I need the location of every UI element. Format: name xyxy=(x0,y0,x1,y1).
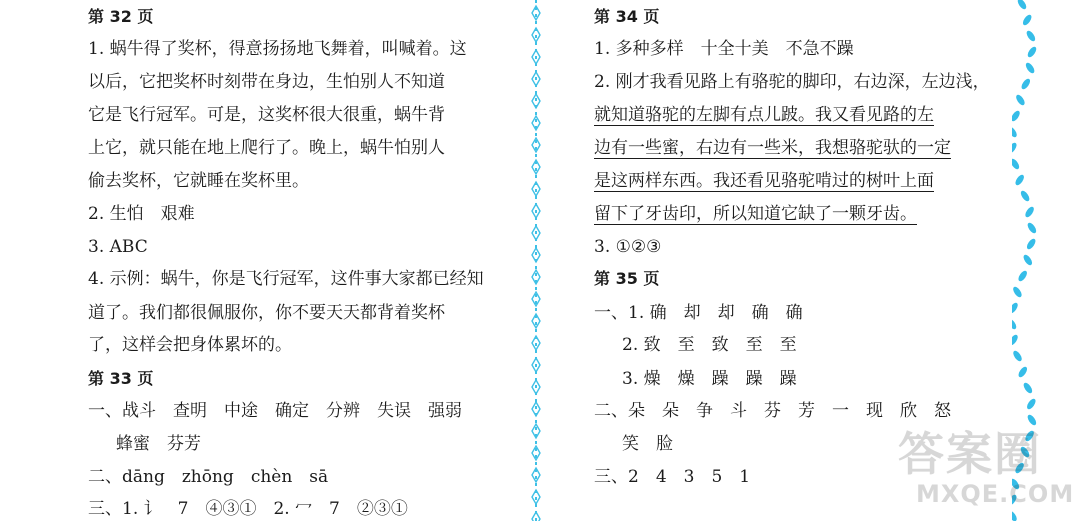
edge-leaf xyxy=(1021,13,1033,26)
edge-leaf xyxy=(1012,301,1019,314)
edge-leaf xyxy=(1012,349,1023,362)
edge-leaf xyxy=(1012,157,1021,170)
p35-section-2-line1: 二、朵 朵 争 斗 芬 芳 一 现 欣 怒 xyxy=(594,401,951,421)
p33-section-1-line2: 蜂蜜 芬芳 xyxy=(116,434,201,454)
edge-leaf xyxy=(1024,61,1036,74)
edge-leaf xyxy=(1012,317,1018,330)
p32-answer-4-line1: 4. 示例：蜗牛，你是飞行冠军，这件事大家都已经知 xyxy=(88,269,484,289)
edge-leaf xyxy=(1022,253,1034,266)
edge-leaf xyxy=(1025,29,1037,42)
edge-leaf xyxy=(1012,109,1021,122)
watermark-line-1: 答案圈 xyxy=(898,427,1042,481)
p32-answer-2: 2. 生怕 艰难 xyxy=(88,204,195,224)
p33-section-2: 二、dāng zhōng chèn sā xyxy=(88,467,329,487)
p35-section-1-line1: 一、1. 确 却 却 确 确 xyxy=(594,303,803,323)
p33-section-3: 三、1. 讠 7 ④③① 2. 冖 7 ②③① xyxy=(88,499,408,519)
edge-leaf xyxy=(1012,141,1018,154)
p34-answer-1: 1. 多种多样 十全十美 不急不躁 xyxy=(594,39,854,59)
p34-answer-2-line3: 边有一些蜜，右边有一些米，我想骆驼驮的一定 xyxy=(594,138,951,158)
watermark-logo xyxy=(880,418,1075,518)
page-35-heading: 第 35 页 xyxy=(594,269,660,288)
edge-leaf xyxy=(1016,0,1028,11)
p32-answer-1-line5: 偷去奖杯，它就睡在奖杯里。 xyxy=(88,171,309,191)
edge-leaf xyxy=(1020,77,1032,90)
column-divider xyxy=(528,0,544,521)
edge-leaf xyxy=(1026,221,1038,234)
p34-answer-2-line4: 是这两样东西。我还看见骆驼啃过的树叶上面 xyxy=(594,171,934,191)
p35-section-1-line2: 2. 致 至 致 至 至 xyxy=(622,335,797,355)
p34-answer-2-line5: 留下了牙齿印，所以知道它缺了一颗牙齿。 xyxy=(594,204,917,224)
edge-leaf xyxy=(1024,205,1036,218)
p35-section-1-line3: 3. 燥 燥 躁 躁 躁 xyxy=(622,369,797,389)
p35-section-2-line2: 笑 脸 xyxy=(622,434,673,454)
p32-answer-1-line3: 它是飞行冠军。可是，这奖杯很大很重，蜗牛背 xyxy=(88,105,445,125)
page-33-heading: 第 33 页 xyxy=(88,369,154,388)
p32-answer-1-line1: 1. 蜗牛得了奖杯，得意扬扬地飞舞着，叫喊着。这 xyxy=(88,39,467,59)
watermark-line-2: MXQE.COM xyxy=(916,480,1075,508)
edge-leaf xyxy=(1017,269,1029,282)
p34-answer-2-line2: 就知道骆驼的左脚有点儿跛。我又看见路的左 xyxy=(594,105,934,125)
page-32-heading: 第 32 页 xyxy=(88,7,154,26)
edge-leaf xyxy=(1015,93,1027,106)
edge-leaf xyxy=(1025,237,1037,250)
p34-answer-2-line1: 2. 刚才我看见路上有骆驼的脚印，右边深，左边浅， xyxy=(594,72,990,92)
edge-leaf xyxy=(1017,365,1029,378)
edge-leaf xyxy=(1014,173,1026,186)
p32-answer-4-line3: 了，这样会把身体累坏的。 xyxy=(88,335,292,355)
p34-answer-3: 3. ①②③ xyxy=(594,237,662,257)
edge-leaf xyxy=(1012,333,1019,346)
p32-answer-1-line4: 上它，就只能在地上爬行了。晚上，蜗牛怕别人 xyxy=(88,138,445,158)
p35-section-3: 三、2 4 3 5 1 xyxy=(594,467,751,487)
p33-section-1-line1: 一、战斗 查明 中途 确定 分辨 失误 强弱 xyxy=(88,401,462,421)
edge-leaf xyxy=(1022,381,1034,394)
page-34-heading: 第 34 页 xyxy=(594,7,660,26)
edge-leaf xyxy=(1012,125,1018,138)
p32-answer-1-line2: 以后，它把奖杯时刻带在身边，生怕别人不知道 xyxy=(88,72,445,92)
edge-leaf xyxy=(1019,189,1031,202)
p32-answer-3: 3. ABC xyxy=(88,237,148,257)
edge-leaf xyxy=(1026,45,1038,58)
edge-leaf xyxy=(1025,397,1037,410)
p32-answer-4-line2: 道了。我们都很佩服你，你不要天天都背着奖杯 xyxy=(88,303,445,323)
edge-leaf xyxy=(1012,285,1023,298)
